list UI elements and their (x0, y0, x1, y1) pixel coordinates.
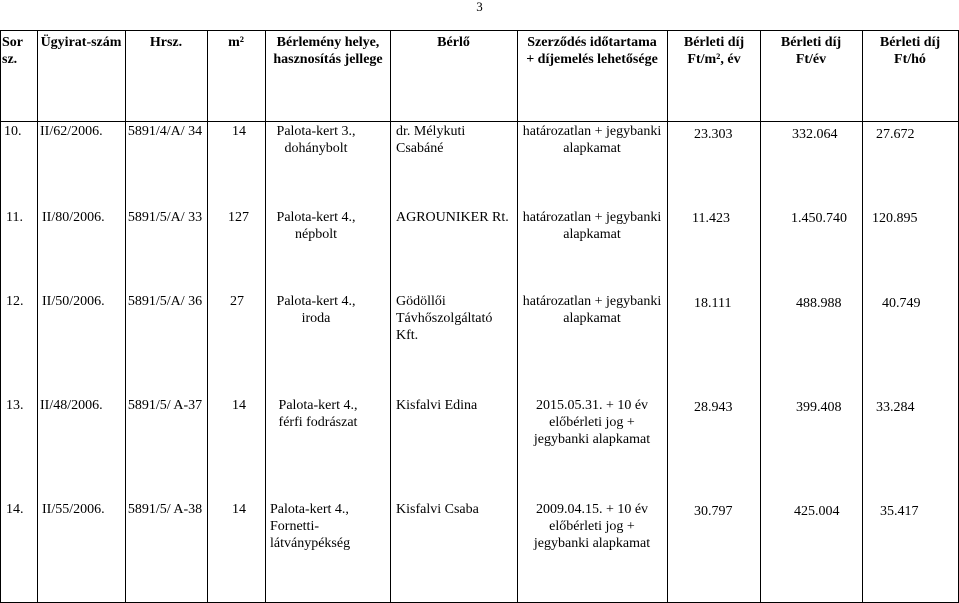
header-dij-m2: Bérleti díj Ft/m², év (683, 35, 745, 67)
header-dij-ho: Bérleti díj Ft/hó (879, 35, 941, 67)
header-sor: Sor sz. (2, 35, 23, 67)
header-berlemeny: Bérlemény helye, hasznosítás jellege (273, 35, 383, 67)
header-dij-ev: Bérleti díj Ft/év (780, 35, 842, 67)
lease-table: Sor sz. Ügyirat-szám Hrsz. m² Bérlemény helye, hasznosítás jellege Bérlő Szerződés időtartama + díjemelés lehetősége Bérleti díj Ft/m², év Bérleti díj Ft/év Bérleti díj Ft/hó 10. II/62/2006. 5891/4/A/ 34 14 Palota-kert 3., dohánybolt dr. Mélykuti Csabáné határozatlan + jegybanki alapkamat 23.303 332.064 27.672 11. II/80/2006. 5891/5/A/ 33 127 Palota-kert 4., népbolt AGROUNIKER Rt. határozatlan + jegybanki alapkamat 11.423 1.450.740 120.895 12. II/50/2006. 5891/5/A/ 36 27 Palota-kert 4., iroda Gödöllői Távhőszolgáltató Kft. határozatlan + jegybanki alapkamat 18.111 488.988 40.749 13. II/48/2006. 5891/5/ A-37 14 Palota-kert 4., férfi fodrászat Kisfalvi Edina 2015.05.31. + 10 év előbérleti jog + jegybanki alapkamat 28.943 399.408 33.284 14. II/55/2006. 5891/5/ A-38 14 Palota-kert 4., Fornetti-látványpékség Kisfalvi Csaba 2009.04.15. + 10 év előbérleti jog + jegybanki alapkamat 30.797 425.004 35.417 (0, 30, 959, 603)
header-ugyirat: Ügyirat-szám (40, 35, 122, 50)
header-berlo: Bérlő (437, 35, 470, 50)
header-szerzodes: Szerződés időtartama + díjemelés lehetősége (526, 35, 658, 67)
page-number: 3 (476, 0, 483, 14)
header-m2: m² (228, 35, 244, 50)
header-hrsz: Hrsz. (149, 35, 183, 50)
